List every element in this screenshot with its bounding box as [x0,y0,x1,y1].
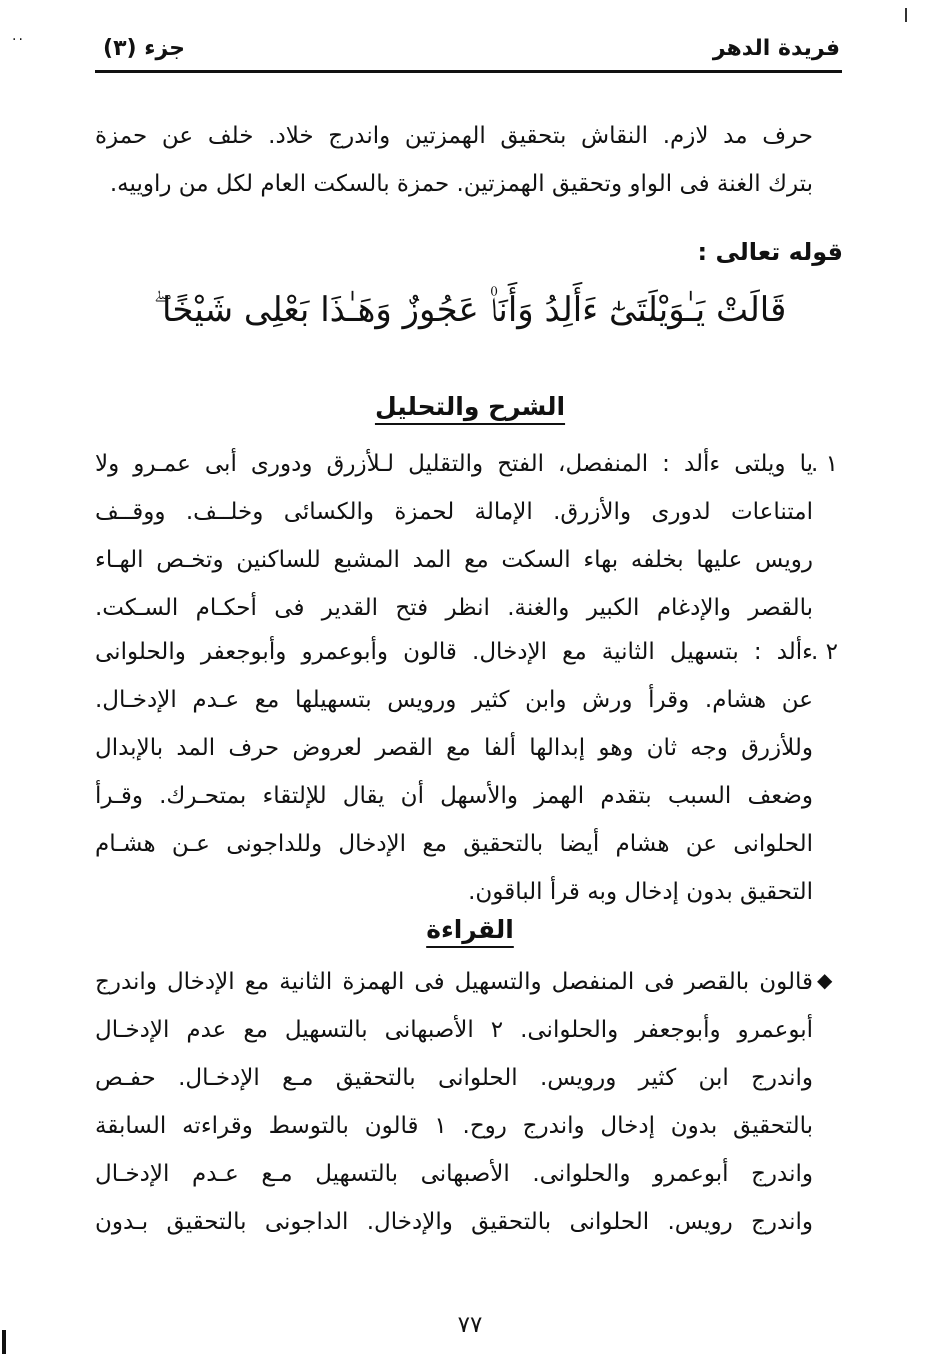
intro-paragraph [95,112,813,208]
sharh-item-2 [95,628,813,916]
text-line: الحلوانى عن هشام أيضا بالتحقيق مع الإدخال وللداجونى عـن هشـام [95,831,813,857]
text-line: امتناعات لدورى والأزرق. الإمالة لحمزة والكسائى وخلــف. ووقــف [95,499,813,525]
scan-mark [905,8,907,22]
text-line: بالقصر والإدغام الكبير والغنة. انظر فتح القدير فى أحكـام السـكت. [95,595,813,621]
item-number: ٢ . [811,639,838,665]
header-rule [95,70,842,73]
quran-verse: قَالَتْ يَـٰوَيْلَتَىٰٓ ءَأَلِدُ وَأَنَا۠ عَجُوزٌ وَهَـٰذَا بَعْلِى شَيْخًا ۖ [153,290,787,330]
corner-marks: .. [12,28,25,44]
qiraa-heading: القراءة [426,915,514,944]
qiraa-paragraph [95,958,813,1246]
diamond-bullet-icon: ◆ [817,968,833,992]
part-label: جزء (٣) [103,36,186,61]
text-line: عن هشام. وقرأ ورش وابن كثير ورويس بتسهيلها مع عـدم الإدخـال. [95,687,813,713]
verse-label: قوله تعالى : [697,238,843,266]
running-header [95,30,840,70]
scan-mark [2,1330,6,1354]
text-line: أبوعمرو وأبوجعفر والحلوانى. ٢ الأصبهانى بالتسهيل مع عدم الإدخـال [95,1017,813,1043]
text-line: وضعف السبب بتقدم الهمز والأسهل أن يقال للإلتقاء بمتحـرك. وقـرأ [95,783,813,809]
page-number: ٧٧ [457,1312,483,1338]
text-line: وللأزرق وجه ثان وهو إبدالها ألفا مع القصر لعروض حرف المد بالإبدال [95,735,813,761]
text-line: رويس عليها بخلفه بهاء السكت مع المد المشبع للساكنين وتخـص الهـاء [95,547,813,573]
text-line: ءألد : بتسهيل الثانية مع الإدخال. قالون وأبوعمرو وأبوجعفر والحلوانى [95,639,813,665]
text-line: واندرج أبوعمرو والحلوانى. الأصبهانى بالتسهيل مـع عـدم الإدخـال [95,1161,813,1187]
text-line: قالون بالقصر فى المنفصل والتسهيل فى الهمزة الثانية مع الإدخال واندرج [95,969,813,995]
sharh-heading: الشرح والتحليل [374,392,566,421]
text-line: بالتحقيق بدون إدخال واندرج روح. ١ قالون بالتوسط وقراءته السابقة [95,1113,813,1139]
text-line: حرف مد لازم. النقاش بتحقيق الهمزتين واندرج خلاد. خلف عن حمزة [95,123,813,149]
book-title: فريدة الدهر [712,36,840,61]
text-line: واندرج رويس. الحلوانى بالتحقيق والإدخال. الداجونى بالتحقيق بـدون [95,1209,813,1235]
text-line: واندرج ابن كثير ورويس. الحلوانى بالتحقيق مـع الإدخـال. حفـص [95,1065,813,1091]
text-line: بترك الغنة فى الواو وتحقيق الهمزتين. حمزة بالسكت العام لكل من راوييه. [109,171,813,197]
item-number: ١ . [811,451,838,477]
sharh-item-1 [95,440,813,632]
text-line: يا ويلتى ءألد : المنفصل، الفتح والتقليل لـلأزرق ودورى أبى عمـرو ولا [95,451,813,477]
text-line: التحقيق بدون إدخال وبه قرأ الباقون. [468,879,813,905]
